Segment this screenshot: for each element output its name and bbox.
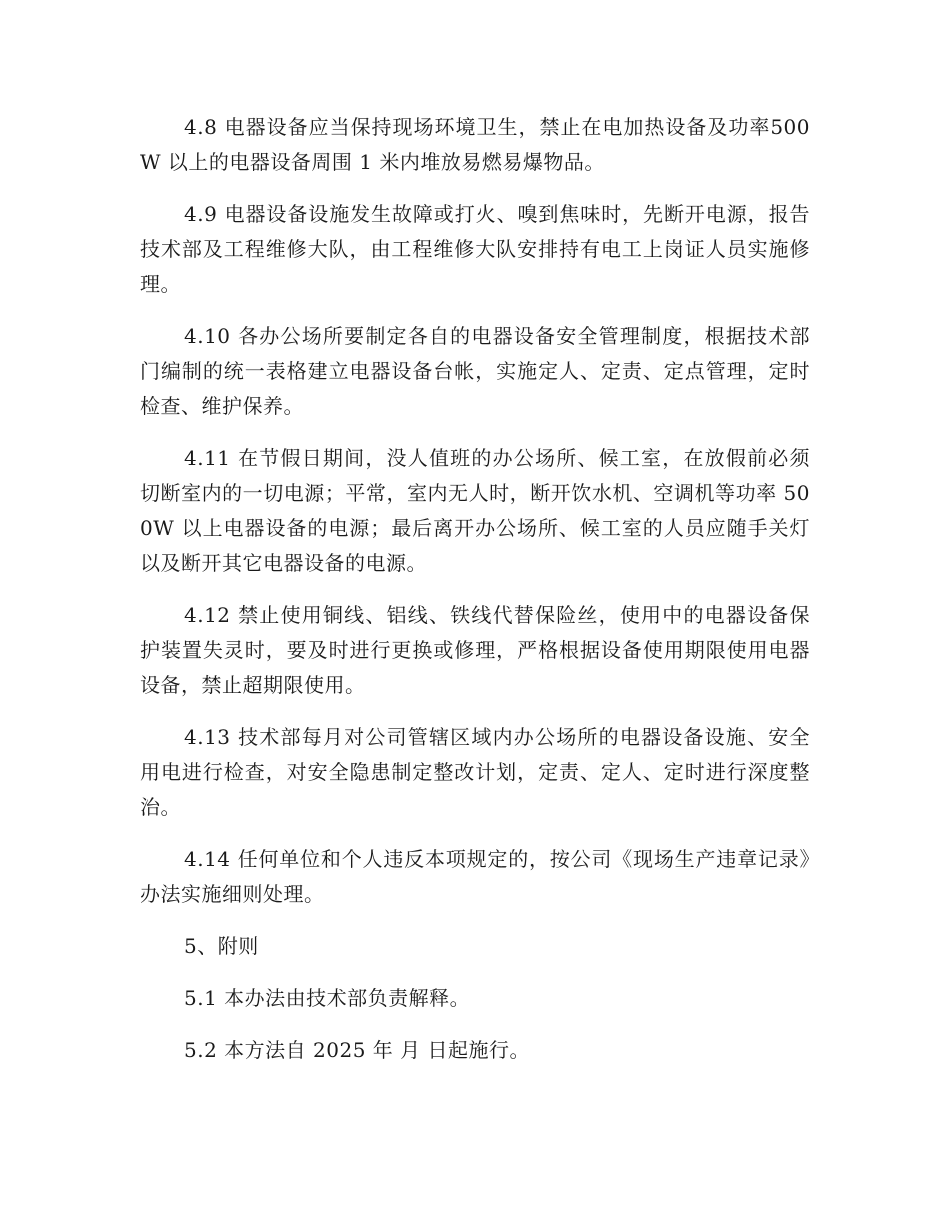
clause-4-10: 4.10 各办公场所要制定各自的电器设备安全管理制度，根据技术部门编制的统一表格建立电器设备台帐，实施定人、定责、定点管理，定时检查、维护保养。	[140, 324, 810, 418]
clause-4-11: 4.11 在节假日期间，没人值班的办公场所、候工室，在放假前必须切断室内的一切电源；平常，室内无人时，断开饮水机、空调机等功率 500W 以上电器设备的电源；最后离开办公场所、候工室的人员应随手关灯以及断开其它电器设备的电源。	[140, 446, 810, 575]
clause-4-13: 4.13 技术部每月对公司管辖区域内办公场所的电器设备设施、安全用电进行检查，对安全隐患制定整改计划，定责、定人、定时进行深度整治。	[140, 725, 810, 819]
clause-5-2: 5.2 本方法自 2025 年 月 日起施行。	[184, 1038, 530, 1062]
clause-4-12: 4.12 禁止使用铜线、铝线、铁线代替保险丝，使用中的电器设备保护装置失灵时，要及时进行更换或修理，严格根据设备使用期限使用电器设备，禁止超期限使用。	[140, 603, 810, 697]
document-body	[140, 110, 810, 1085]
clause-4-8: 4.8 电器设备应当保持现场环境卫生，禁止在电加热设备及功率500W 以上的电器设备周围 1 米内堆放易燃易爆物品。	[140, 115, 810, 174]
section-heading-supplementary: 5、附则	[184, 934, 259, 958]
clause-5-1: 5.1 本办法由技术部负责解释。	[184, 986, 471, 1010]
clause-4-14: 4.14 任何单位和个人违反本项规定的，按公司《现场生产违章记录》办法实施细则处理。	[140, 847, 810, 906]
clause-4-9: 4.9 电器设备设施发生故障或打火、嗅到焦味时，先断开电源，报告技术部及工程维修大队，由工程维修大队安排持有电工上岗证人员实施修理。	[140, 202, 810, 296]
